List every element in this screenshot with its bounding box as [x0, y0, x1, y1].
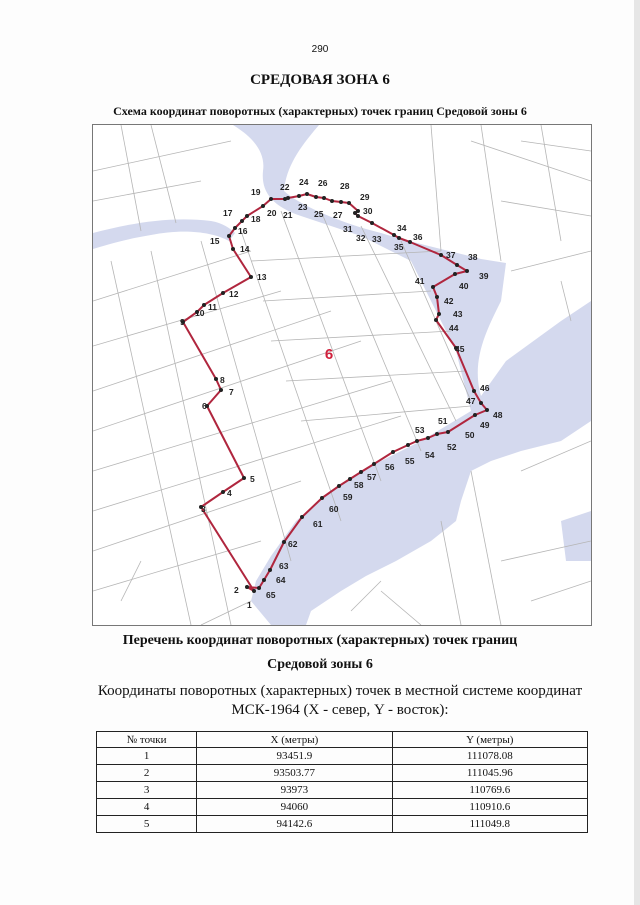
boundary-point-marker [437, 312, 441, 316]
cell-y: 111045.96 [392, 765, 587, 782]
boundary-point-marker [257, 586, 261, 590]
boundary-point-marker [314, 195, 318, 199]
boundary-point-label: 56 [385, 462, 395, 472]
cell-y: 110769.6 [392, 782, 587, 799]
boundary-point-label: 20 [267, 208, 277, 218]
boundary-point-label: 30 [363, 206, 373, 216]
boundary-point-marker [337, 484, 341, 488]
boundary-point-label: 14 [240, 244, 250, 254]
scheme-title: Схема координат поворотных (характерных) точек границ Средовой зоны 6 [113, 104, 527, 118]
col-header-y: Y (метры) [392, 732, 587, 748]
boundary-point-marker [472, 389, 476, 393]
boundary-point-label: 35 [394, 242, 404, 252]
boundary-point-marker [269, 197, 273, 201]
boundary-point-label: 37 [446, 250, 456, 260]
boundary-point-marker [392, 233, 396, 237]
boundary-point-label: 2 [234, 585, 239, 595]
boundary-point-marker [219, 388, 223, 392]
boundary-point-label: 40 [459, 281, 469, 291]
cell-point: 4 [97, 799, 197, 816]
zone-number-label: 6 [324, 346, 334, 363]
boundary-point-label: 49 [480, 420, 490, 430]
boundary-point-marker [370, 221, 374, 225]
boundary-point-marker [397, 236, 401, 240]
boundary-point-marker [282, 540, 286, 544]
boundary-point-label: 62 [288, 539, 298, 549]
list-subtitle: Средовой зоны 6 [267, 657, 373, 672]
boundary-point-marker [391, 450, 395, 454]
boundary-point-label: 24 [299, 177, 309, 187]
boundary-point-label: 51 [438, 416, 448, 426]
boundary-point-label: 32 [356, 233, 366, 243]
cell-y: 111078.08 [392, 748, 587, 765]
boundary-point-label: 55 [405, 456, 415, 466]
boundary-point-label: 54 [425, 450, 435, 460]
boundary-point-marker [408, 240, 412, 244]
boundary-point-label: 34 [397, 223, 407, 233]
table-header-row [97, 732, 588, 748]
boundary-point-label: 18 [251, 214, 261, 224]
cell-x: 94142.6 [197, 816, 392, 833]
col-header-x: X (метры) [197, 732, 392, 748]
boundary-point-label: 22 [280, 182, 290, 192]
list-title: Перечень координат поворотных (характерных) точек границ [122, 633, 518, 648]
boundary-point-marker [305, 192, 309, 196]
boundary-point-label: 43 [453, 309, 463, 319]
boundary-point-label: 39 [479, 271, 489, 281]
boundary-point-label: 19 [251, 187, 261, 197]
boundary-point-label: 8 [220, 375, 225, 385]
map-svg [93, 125, 591, 625]
boundary-point-marker [320, 496, 324, 500]
boundary-point-marker [202, 303, 206, 307]
boundary-point-marker [435, 295, 439, 299]
boundary-point-label: 60 [329, 504, 339, 514]
boundary-point-label: 48 [493, 410, 503, 420]
boundary-point-label: 9 [180, 317, 185, 327]
boundary-point-marker [439, 253, 443, 257]
boundary-point-marker [415, 439, 419, 443]
boundary-point-marker [245, 585, 249, 589]
boundary-point-marker [356, 214, 360, 218]
boundary-point-label: 58 [354, 480, 364, 490]
cell-x: 93451.9 [197, 748, 392, 765]
boundary-point-label: 12 [229, 289, 239, 299]
boundary-point-marker [485, 408, 489, 412]
boundary-point-label: 17 [223, 208, 233, 218]
boundary-point-label: 23 [298, 202, 308, 212]
cell-y: 110910.6 [392, 799, 587, 816]
boundary-point-marker [283, 197, 287, 201]
boundary-point-label: 10 [195, 308, 205, 318]
boundary-point-marker [426, 436, 430, 440]
zone-map [92, 124, 592, 626]
table-row [97, 765, 588, 782]
cell-point: 5 [97, 816, 197, 833]
boundary-point-marker [322, 196, 326, 200]
boundary-point-label: 26 [318, 178, 328, 188]
boundary-point-marker [453, 272, 457, 276]
boundary-point-label: 53 [415, 425, 425, 435]
boundary-point-label: 28 [340, 181, 350, 191]
boundary-point-marker [339, 200, 343, 204]
table-row [97, 816, 588, 833]
boundary-point-marker [479, 401, 483, 405]
boundary-point-marker [372, 462, 376, 466]
boundary-point-label: 6 [202, 401, 207, 411]
boundary-point-label: 27 [333, 210, 343, 220]
boundary-point-label: 5 [250, 474, 255, 484]
boundary-point-label: 41 [415, 276, 425, 286]
boundary-point-label: 38 [468, 252, 478, 262]
boundary-point-label: 3 [201, 504, 206, 514]
table-row [97, 782, 588, 799]
boundary-point-marker [245, 214, 249, 218]
boundary-point-marker [446, 430, 450, 434]
page-title: СРЕДОВАЯ ЗОНА 6 [250, 72, 390, 88]
boundary-point-marker [262, 578, 266, 582]
cell-point: 1 [97, 748, 197, 765]
cell-x: 93973 [197, 782, 392, 799]
boundary-point-label: 1 [247, 600, 252, 610]
boundary-point-label: 4 [227, 488, 232, 498]
cell-point: 2 [97, 765, 197, 782]
boundary-point-label: 59 [343, 492, 353, 502]
table-row [97, 748, 588, 765]
boundary-point-marker [300, 515, 304, 519]
boundary-point-marker [330, 199, 334, 203]
boundary-point-marker [221, 291, 225, 295]
boundary-point-marker [297, 194, 301, 198]
boundary-point-marker [261, 204, 265, 208]
boundary-point-marker [268, 568, 272, 572]
boundary-point-marker [434, 318, 438, 322]
boundary-point-marker [348, 477, 352, 481]
coordinates-table [96, 731, 588, 833]
boundary-point-marker [252, 589, 256, 593]
boundary-point-marker [240, 219, 244, 223]
boundary-point-label: 36 [413, 232, 423, 242]
boundary-point-label: 13 [257, 272, 267, 282]
boundary-point-label: 47 [466, 396, 476, 406]
boundary-point-label: 16 [238, 226, 248, 236]
boundary-point-label: 25 [314, 209, 324, 219]
boundary-point-label: 65 [266, 590, 276, 600]
boundary-point-marker [356, 209, 360, 213]
scan-edge [634, 0, 640, 905]
boundary-point-label: 21 [283, 210, 293, 220]
boundary-point-label: 57 [367, 472, 377, 482]
boundary-point-label: 31 [343, 224, 353, 234]
boundary-point-label: 52 [447, 442, 457, 452]
boundary-point-label: 33 [372, 234, 382, 244]
cell-y: 111049.8 [392, 816, 587, 833]
boundary-point-label: 63 [279, 561, 289, 571]
boundary-point-marker [242, 476, 246, 480]
boundary-point-label: 11 [208, 302, 217, 312]
boundary-point-label: 44 [449, 323, 459, 333]
boundary-point-marker [465, 269, 469, 273]
boundary-point-marker [221, 490, 225, 494]
boundary-point-label: 50 [465, 430, 475, 440]
boundary-point-marker [227, 234, 231, 238]
intro-text: Координаты поворотных (характерных) точек в местной системе координат МСК-1964 (X - север, Y - восток): [97, 683, 583, 718]
col-header-point: № точки [97, 732, 197, 748]
table-row [97, 799, 588, 816]
boundary-point-label: 7 [229, 387, 234, 397]
boundary-point-marker [214, 377, 218, 381]
boundary-point-label: 29 [360, 192, 370, 202]
boundary-point-marker [473, 413, 477, 417]
boundary-point-label: 42 [444, 296, 454, 306]
boundary-point-marker [406, 443, 410, 447]
boundary-point-label: 45 [455, 344, 465, 354]
boundary-point-marker [347, 201, 351, 205]
boundary-point-label: 46 [480, 383, 490, 393]
cell-x: 94060 [197, 799, 392, 816]
boundary-point-marker [359, 470, 363, 474]
page-number: 290 [311, 44, 329, 55]
boundary-point-label: 64 [276, 575, 286, 585]
boundary-point-marker [231, 247, 235, 251]
boundary-point-marker [249, 275, 253, 279]
boundary-point-label: 61 [313, 519, 323, 529]
boundary-point-marker [233, 226, 237, 230]
cell-x: 93503.77 [197, 765, 392, 782]
boundary-point-label: 15 [210, 236, 220, 246]
boundary-point-marker [455, 263, 459, 267]
boundary-point-marker [435, 432, 439, 436]
cell-point: 3 [97, 782, 197, 799]
boundary-point-marker [431, 285, 435, 289]
